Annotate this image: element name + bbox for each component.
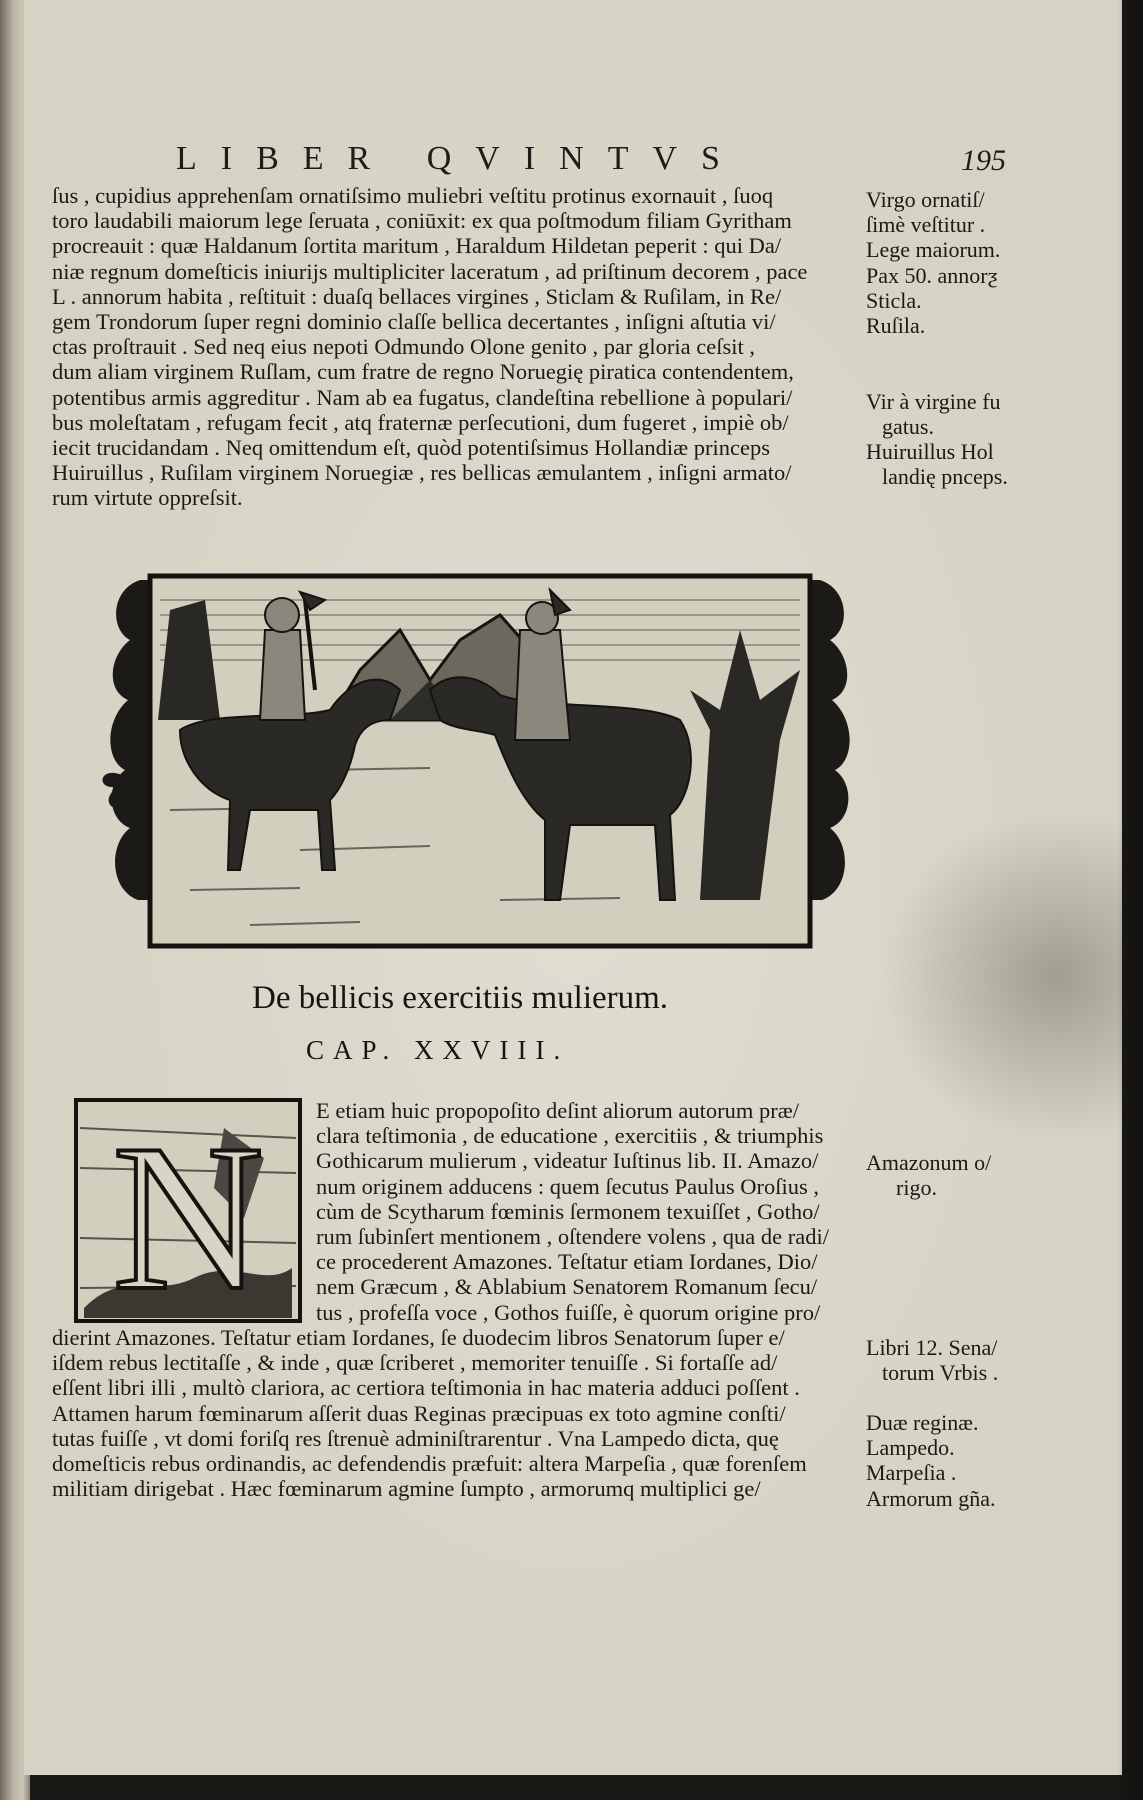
text-line: Huiruillus , Ruſilam virginem Noruegiæ , res bellicas æmulantem , inſigni armato/ (52, 460, 792, 486)
lower-text-block (52, 1325, 862, 1501)
text-line: ctas proſtrauit . Sed neq eius nepoti Odmundo Olone genito , par gloria ceſsit , (52, 334, 755, 360)
text-line: tutas fuiſſe , vt domi foriſq res ſtrenuè adminiſtrarentur . Vna Lampedo dicta, quę (52, 1425, 779, 1451)
indented-text-block (316, 1098, 876, 1325)
text-line: toro laudabili maiorum lege ſeruata , coniūxit: ex qua poſtmodum filiam Gyritham (52, 208, 792, 234)
margin-note: Amazonum o/ (866, 1150, 992, 1175)
chapter-title: De bellicis exercitiis mulierum. (252, 980, 669, 1016)
text-line: Attamen harum fœminarum aſſerit duas Reginas præcipuas ex toto agmine conſti/ (52, 1400, 786, 1426)
text-line: cùm de Scytharum fœminis ſermonem texuiſſet , Gotho/ (316, 1198, 820, 1224)
page-header (136, 140, 1006, 180)
margin-note: Ruſila. (866, 313, 926, 339)
book-page (24, 0, 1122, 1775)
initial-letter: N (112, 1102, 264, 1323)
margin-note: rigo. (896, 1175, 937, 1201)
margin-note (866, 338, 1066, 363)
text-line: iecit trucidandam . Neq omittendum eſt, quòd potentiſsimus Hollandiæ princeps (52, 435, 771, 461)
text-line: L . annorum habita , reſtituit : duaſq bellaces virgines , Sticlam & Ruſilam, in Re/ (52, 283, 782, 309)
margin-note: Pax 50. annorƺ (866, 262, 998, 288)
chapter-number: CAP. XXVIII. (306, 1035, 570, 1065)
text-line: iſdem rebus lectitaſſe , & inde , quæ ſcriberet , memoriter tenuiſſe . Si fortaſſe ad/ (52, 1350, 778, 1376)
margin-note: Lege maiorum. (866, 237, 1001, 263)
margin-note: Libri 12. Sena/ (866, 1335, 998, 1360)
text-line: potentibus armis aggreditur . Nam ab ea fugatus, clandeſtina rebellione à populari/ (52, 384, 793, 410)
margin-note: Virgo ornatiſ/ (866, 187, 985, 212)
margin-note-reginae (866, 1410, 1066, 1511)
text-line: nem Græcum , & Ablabium Senatorem Romanum ſecu/ (316, 1274, 818, 1300)
text-line: dum aliam virginem Ruſlam, cum fratre de regno Noruegię piratica contendentem, (52, 359, 794, 385)
text-line: rum ſubinſert mentionem , oſtendere volens , qua de radi/ (316, 1224, 829, 1250)
margin-note: Huiruillus Hol (866, 439, 994, 465)
upper-margin-notes (866, 187, 1066, 489)
text-line: num originem adducens : quem ſecutus Paulus Oroſius , (316, 1173, 820, 1199)
margin-note: Armorum gña. (866, 1485, 996, 1511)
text-line: procreauit : quæ Haldanum ſortita maritum , Haraldum Hildetan peperit : qui Da/ (52, 233, 782, 259)
text-line: dierint Amazones. Teſtatur etiam Iordanes, ſe duodecim libros Senatorum ſuper e/ (52, 1325, 785, 1350)
margin-note: Vir à virgine fu (866, 388, 1001, 414)
text-line: domeſticis rebus ordinandis, ac defendendis præfuit: altera Marpeſia , quæ forenſem (52, 1451, 807, 1477)
margin-note (866, 363, 1066, 388)
margin-note-amazon (866, 1150, 1066, 1200)
margin-note: Lampedo. (866, 1435, 955, 1461)
page-edge-shadow (1117, 0, 1143, 1800)
page-number: 195 (961, 144, 1006, 177)
margin-note-libri (866, 1335, 1066, 1385)
text-line: niæ regnum domeſticis iniurijs multipliciter laceratum , ad priſtinum decorem , pace (52, 258, 808, 284)
margin-note: landię pnceps. (882, 464, 1008, 490)
text-line: ce procederent Amazones. Teſtatur etiam Iordanes, Dio/ (316, 1249, 818, 1275)
text-line: ſus , cupidius apprehenſam ornatiſsimo muliebri veſtitu protinus exornauit , ſuoq (52, 183, 774, 208)
margin-note: gatus. (882, 413, 934, 439)
text-line: E etiam huic propopoſito deſint aliorum autorum præ/ (316, 1098, 800, 1123)
decorated-initial (74, 1098, 302, 1323)
text-line: bus moleſtatam , refugam fecit , atq fraternæ perſecutioni, dum fugeret , impiè ob/ (52, 409, 789, 435)
right-ornament (812, 580, 850, 900)
upper-text-block (52, 183, 862, 511)
text-line: rum virtute oppreſsit. (52, 485, 243, 511)
margin-note: Sticla. (866, 287, 922, 313)
margin-note: torum Vrbis . (882, 1360, 999, 1386)
margin-note: ſimè veſtitur . (866, 212, 986, 238)
text-line: Gothicarum mulierum , videatur Iuſtinus lib. II. Amazo/ (316, 1148, 819, 1174)
margin-note: Marpeſia . (866, 1460, 957, 1486)
margin-note: Duæ reginæ. (866, 1410, 979, 1435)
text-line: gem Trondorum ſuper regni dominio claſſe bellica decertantes , inſigni aſtutia vi/ (52, 309, 776, 335)
text-line: eſſent libri illi , multò clariora, ac certiora teſtimonia in hac materia adduci poſſent . (52, 1375, 800, 1401)
text-line: tus , profeſſa voce , Gothos fuiſſe, è quorum origine pro/ (316, 1299, 821, 1325)
running-head: LIBER QVINTVS (176, 140, 744, 177)
text-line: militiam dirigebat . Hæc fœminarum agmine ſumpto , armorumq multiplici ge/ (52, 1476, 761, 1502)
left-ornament (103, 580, 149, 900)
text-line: clara teſtimonia , de educatione , exercitiis , & triumphis (316, 1123, 824, 1149)
woodcut-illustration (100, 570, 860, 950)
